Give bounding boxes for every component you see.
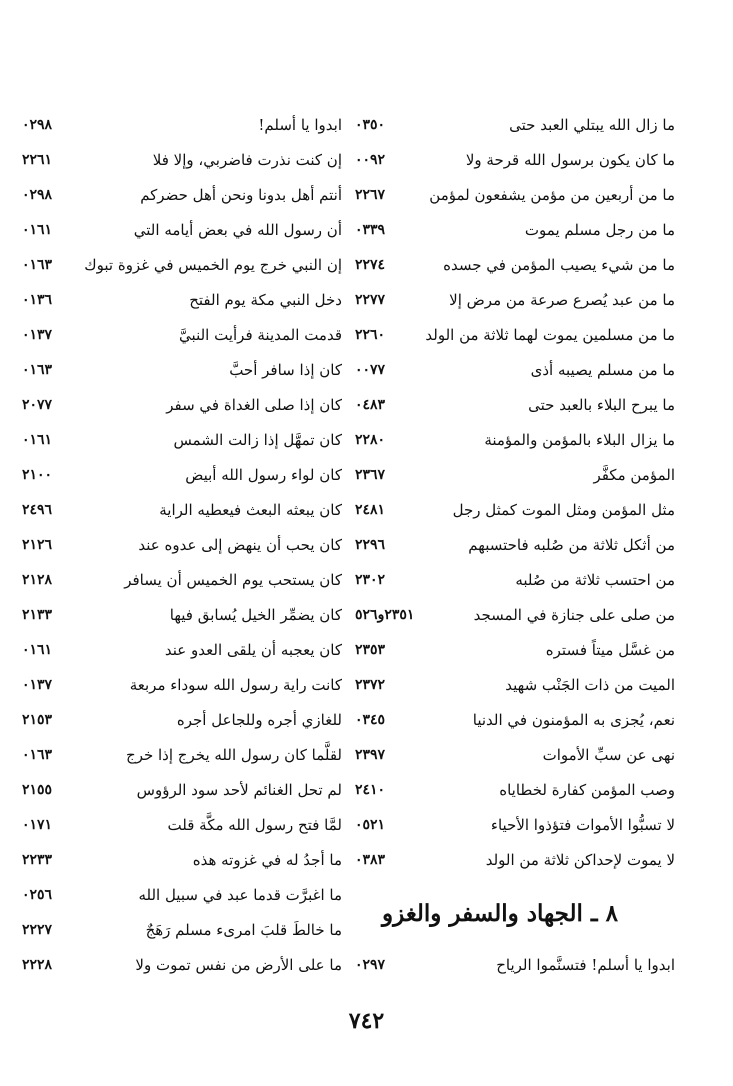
- index-entry: [355, 738, 675, 773]
- entry-text: نعم، يُجزى به المؤمنون في الدنيا: [472, 711, 675, 729]
- entry-hadith-number: ٠٣٣٩: [355, 222, 386, 238]
- entry-text: من احتسب ثلاثة من صُلبه: [515, 571, 675, 589]
- entry-hadith-number: ٠٥٢١: [355, 817, 386, 833]
- entry-hadith-number: ٢١٥٥: [22, 782, 53, 798]
- entry-text: كان تمهَّل إذا زالت الشمس: [173, 431, 342, 449]
- entry-hadith-number: ٠١٦١: [22, 222, 53, 238]
- entry-text: أن رسول الله في بعض أيامه التي: [133, 221, 342, 239]
- entry-hadith-number: ٠١٦٣: [22, 747, 53, 763]
- entry-hadith-number: ٠١٣٦: [22, 292, 53, 308]
- entry-hadith-number: ٢٣٩٧: [355, 747, 386, 763]
- entry-text: ما من مسلم يصيبه أذى: [530, 361, 675, 379]
- entry-hadith-number: ٠٤٨٣: [355, 397, 386, 413]
- right-after-entries: [355, 948, 675, 983]
- index-entry: [355, 948, 675, 983]
- index-entry: [22, 948, 342, 983]
- index-entry: [22, 878, 342, 913]
- entry-hadith-number: ٢٢٦٧: [355, 187, 386, 203]
- index-entry: [22, 668, 342, 703]
- index-entry: [355, 213, 675, 248]
- entry-hadith-number: ٢٤٨١: [355, 502, 386, 518]
- entry-text: ما من عبد يُصرع صرعة من مرض إلا: [449, 291, 675, 309]
- entry-text: مثل المؤمن ومثل الموت كمثل رجل: [452, 501, 675, 519]
- entry-hadith-number: ٢١٠٠: [22, 467, 53, 483]
- page-number: ٧٤٢: [348, 1008, 385, 1034]
- entry-text: من أثكل ثلاثة من صُلبه فاحتسبهم: [468, 536, 675, 554]
- entry-hadith-number: ٠١٦٣: [22, 362, 53, 378]
- index-entry: [22, 843, 342, 878]
- entry-hadith-number: ٠١٦٣: [22, 257, 53, 273]
- entry-hadith-number: ٢٤١٠: [355, 782, 386, 798]
- entry-hadith-number: ٢٢٢٧: [22, 922, 53, 938]
- entry-hadith-number: ٢٢٦٠: [355, 327, 386, 343]
- right-entries: [355, 108, 675, 878]
- section-heading: ٨ ـ الجهاد والسفر والغزو: [382, 899, 618, 927]
- index-entry: [355, 808, 675, 843]
- entry-hadith-number: ٠١٣٧: [22, 677, 53, 693]
- entry-hadith-number: ٠٢٩٨: [22, 117, 53, 133]
- index-entry: [355, 528, 675, 563]
- index-entry: [22, 108, 342, 143]
- entry-text: ما على الأرض من نفس تموت ولا: [135, 956, 342, 974]
- entry-hadith-number: ٠١٧١: [22, 817, 53, 833]
- entry-hadith-number: ٢٢٣٣: [22, 852, 53, 868]
- entry-hadith-number: ٠٣٤٥: [355, 712, 386, 728]
- entry-hadith-number: ٢٢٢٨: [22, 957, 53, 973]
- index-entry: [355, 493, 675, 528]
- entry-text: ما من شيء يصيب المؤمن في جسده: [443, 256, 675, 274]
- index-entry: [22, 738, 342, 773]
- entry-hadith-number: ٢١٢٦: [22, 537, 53, 553]
- index-entry: [22, 143, 342, 178]
- index-entry: [355, 388, 675, 423]
- entry-text: لا تسبُّوا الأموات فتؤذوا الأحياء: [490, 816, 675, 834]
- entry-hadith-number: ٠١٦١: [22, 432, 53, 448]
- entry-hadith-number: ٠١٦١: [22, 642, 53, 658]
- entry-hadith-number: ٠١٣٧: [22, 327, 53, 343]
- entry-text: كان إذا سافر أحبَّ: [229, 361, 342, 379]
- index-entry: [355, 563, 675, 598]
- entry-hadith-number: ٢٣٥١و٥٢٦: [355, 607, 415, 623]
- entry-hadith-number: ٠٣٥٠: [355, 117, 386, 133]
- entry-hadith-number: ٢٣٠٢: [355, 572, 386, 588]
- entry-text: كان إذا صلى الغداة في سفر: [166, 396, 342, 414]
- entry-text: كان لواء رسول الله أبيض: [185, 466, 342, 484]
- entry-hadith-number: ٢٢٧٧: [355, 292, 386, 308]
- index-entry: [355, 633, 675, 668]
- index-entry: [355, 668, 675, 703]
- index-entry: [22, 493, 342, 528]
- index-entry: [22, 598, 342, 633]
- entry-hadith-number: ٠٠٧٧: [355, 362, 386, 378]
- entry-text: ما زال الله يبتلي العبد حتى: [509, 116, 675, 134]
- entry-hadith-number: ٢٣٧٢: [355, 677, 386, 693]
- entry-text: ابدوا يا أسلم! فتسنَّموا الرياح: [496, 956, 675, 974]
- entry-hadith-number: ٢٣٥٣: [355, 642, 386, 658]
- index-entry: [22, 458, 342, 493]
- entry-text: ما كان يكون برسول الله قرحة ولا: [465, 151, 675, 169]
- entry-text: كانت راية رسول الله سوداء مربعة: [129, 676, 342, 694]
- entry-text: كان يستحب يوم الخميس أن يسافر: [124, 571, 342, 589]
- entry-text: ما من رجل مسلم يموت: [524, 221, 675, 239]
- entry-hadith-number: ٢٢٧٤: [355, 257, 386, 273]
- entry-text: ابدوا يا أسلم!: [258, 116, 342, 134]
- index-entry: [22, 178, 342, 213]
- index-entry: [22, 913, 342, 948]
- entry-hadith-number: ٢٢٩٦: [355, 537, 386, 553]
- entry-text: قدمت المدينة فرأيت النبيَّ: [179, 326, 342, 344]
- entry-text: المؤمن مكفَّر: [593, 466, 675, 484]
- index-entry: [355, 178, 675, 213]
- entry-text: لمَّا فتح رسول الله مكَّة قلت: [167, 816, 342, 834]
- entry-hadith-number: ٢١٢٨: [22, 572, 53, 588]
- index-entry: [355, 843, 675, 878]
- index-column-right: [355, 108, 675, 983]
- index-entry: [355, 773, 675, 808]
- entry-text: ما أجدُ له في غزوته هذه: [192, 851, 342, 869]
- index-entry: [22, 703, 342, 738]
- entry-hadith-number: ٠٢٥٦: [22, 887, 53, 903]
- entry-text: أنتم أهل بدونا ونحن أهل حضركم: [140, 186, 342, 204]
- entry-hadith-number: ٢٣٦٧: [355, 467, 386, 483]
- entry-text: ما يبرح البلاء بالعبد حتى: [528, 396, 675, 414]
- entry-text: دخل النبي مكة يوم الفتح: [189, 291, 342, 309]
- entry-hadith-number: ٠٢٩٨: [22, 187, 53, 203]
- entry-text: كان يبعثه البعث فيعطيه الراية: [159, 501, 342, 519]
- entry-text: ما اغبرَّت قدما عبد في سبيل الله: [138, 886, 342, 904]
- entry-text: كان يعجبه أن يلقى العدو عند: [164, 641, 342, 659]
- entry-text: كان يحب أن ينهض إلى عدوه عند: [138, 536, 342, 554]
- entry-hadith-number: ٢٠٧٧: [22, 397, 53, 413]
- entry-text: ما يزال البلاء بالمؤمن والمؤمنة: [484, 431, 675, 449]
- entry-hadith-number: ٠٠٩٢: [355, 152, 386, 168]
- index-entry: [22, 563, 342, 598]
- index-entry: [22, 283, 342, 318]
- entry-hadith-number: ٢١٣٣: [22, 607, 53, 623]
- entry-text: الميت من ذات الجَنْب شهيد: [505, 676, 675, 694]
- index-entry: [22, 773, 342, 808]
- entry-text: من صلى على جنازة في المسجد: [473, 606, 675, 624]
- index-entry: [355, 283, 675, 318]
- entry-text: كان يضمِّر الخيل يُسابق فيها: [169, 606, 342, 624]
- index-entry: [22, 808, 342, 843]
- entry-text: لم تحل الغنائم لأحد سود الرؤوس: [136, 781, 342, 799]
- entry-hadith-number: ٢٢٨٠: [355, 432, 386, 448]
- entry-text: إن النبي خرج يوم الخميس في غزوة تبوك: [84, 256, 342, 274]
- index-entry: [355, 598, 675, 633]
- index-column-left: [22, 108, 342, 983]
- index-entry: [355, 458, 675, 493]
- entry-text: ما خالطَ قلبَ امرىء مسلم رَهَجٌ: [145, 921, 342, 939]
- index-entry: [355, 143, 675, 178]
- index-entry: [355, 353, 675, 388]
- entry-hadith-number: ٠٢٩٧: [355, 957, 386, 973]
- entry-text: إن كنت نذرت فاضربي، وإلا فلا: [152, 151, 342, 169]
- index-entry: [22, 633, 342, 668]
- index-entry: [355, 108, 675, 143]
- entry-text: وصب المؤمن كفارة لخطاياه: [499, 781, 675, 799]
- entry-text: نهى عن سبِّ الأموات: [542, 746, 675, 764]
- index-entry: [355, 703, 675, 738]
- entry-hadith-number: ٢٢٦١: [22, 152, 53, 168]
- index-entry: [22, 388, 342, 423]
- entry-text: ما من أربعين من مؤمن يشفعون لمؤمن: [429, 186, 675, 204]
- index-entry: [22, 248, 342, 283]
- index-entry: [355, 423, 675, 458]
- index-entry: [22, 318, 342, 353]
- index-entry: [22, 213, 342, 248]
- entry-text: لا يموت لإحداكن ثلاثة من الولد: [485, 851, 675, 869]
- index-entry: [355, 318, 675, 353]
- left-entries: [22, 108, 342, 983]
- entry-text: لقلَّما كان رسول الله يخرج إذا خرج: [126, 746, 342, 764]
- index-entry: [22, 423, 342, 458]
- entry-text: ما من مسلمين يموت لهما ثلاثة من الولد: [425, 326, 675, 344]
- index-entry: [355, 248, 675, 283]
- entry-text: للغازي أجره وللجاعل أجره: [176, 711, 342, 729]
- index-entry: [22, 353, 342, 388]
- entry-hadith-number: ٢٤٩٦: [22, 502, 53, 518]
- entry-hadith-number: ٠٣٨٣: [355, 852, 386, 868]
- index-entry: [22, 528, 342, 563]
- entry-hadith-number: ٢١٥٣: [22, 712, 53, 728]
- entry-text: من غسَّل ميتاً فستره: [545, 641, 675, 659]
